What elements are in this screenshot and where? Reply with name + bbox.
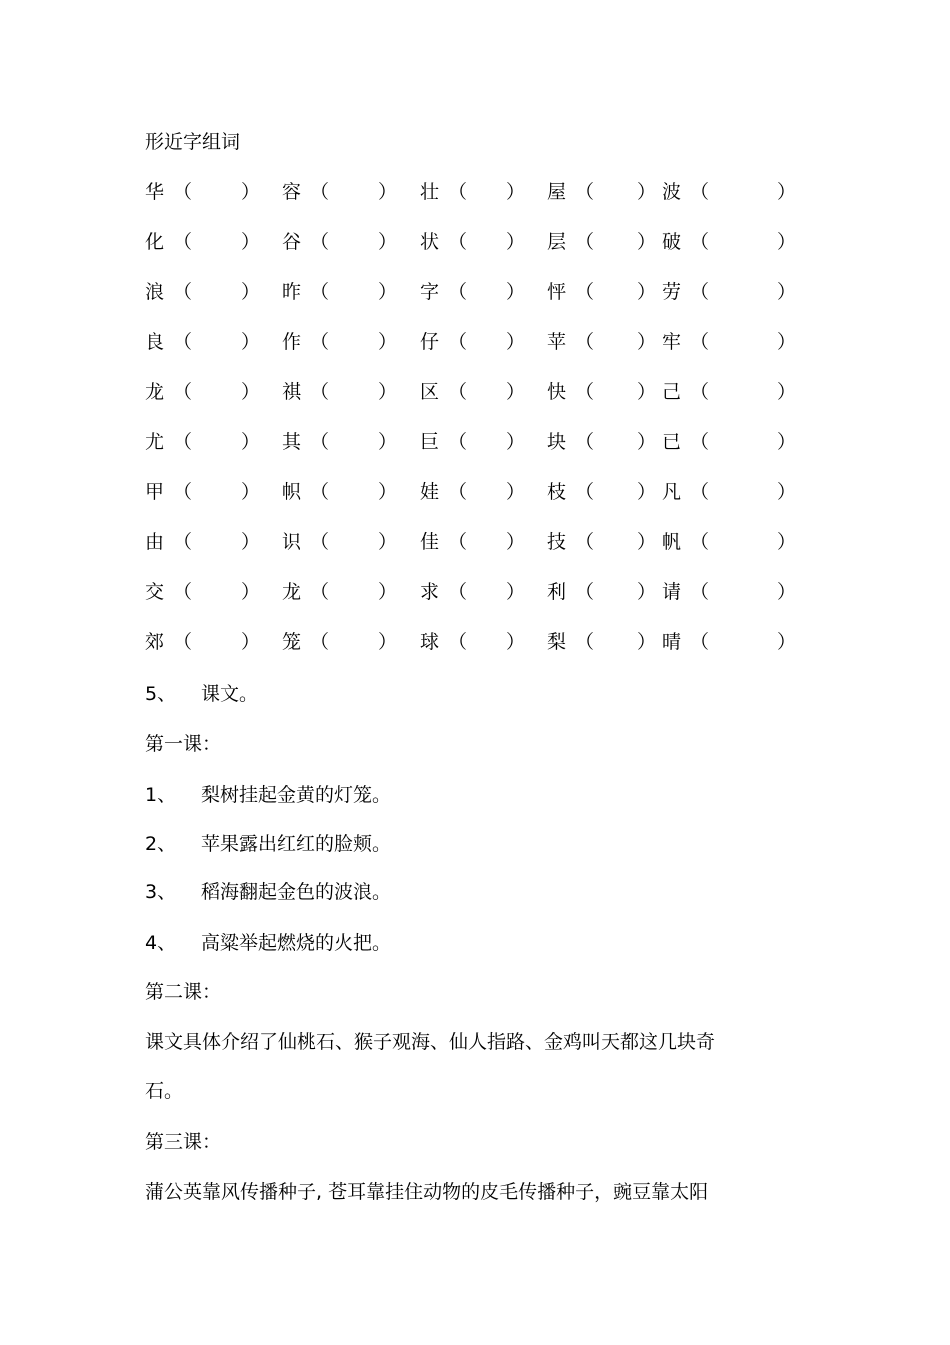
close-paren: ） <box>777 631 797 653</box>
close-paren: ） <box>777 531 797 553</box>
open-paren: （ <box>173 281 193 303</box>
word-formation-cell <box>420 630 526 654</box>
character: 已 <box>662 431 682 453</box>
word-formation-cell <box>547 230 657 254</box>
open-paren: （ <box>173 481 193 503</box>
close-paren: ） <box>777 581 797 603</box>
word-formation-cell <box>282 230 398 254</box>
word-formation-cell <box>547 530 657 554</box>
close-paren: ） <box>506 331 526 353</box>
close-paren: ） <box>241 181 261 203</box>
close-paren: ） <box>241 231 261 253</box>
open-paren: （ <box>690 431 710 453</box>
open-paren: （ <box>310 231 330 253</box>
open-paren: （ <box>310 631 330 653</box>
open-paren: （ <box>173 331 193 353</box>
character: 由 <box>145 531 165 553</box>
word-formation-cell <box>282 380 398 404</box>
character: 快 <box>547 381 567 403</box>
character: 层 <box>547 231 567 253</box>
word-formation-cell <box>282 630 398 654</box>
section-5-heading <box>145 682 258 706</box>
word-formation-cell <box>420 230 526 254</box>
open-paren: （ <box>310 181 330 203</box>
open-paren: （ <box>173 631 193 653</box>
character: 仔 <box>420 331 440 353</box>
open-paren: （ <box>448 531 468 553</box>
character: 晴 <box>662 631 682 653</box>
open-paren: （ <box>448 581 468 603</box>
open-paren: （ <box>448 631 468 653</box>
item-text: 高粱举起燃烧的火把。 <box>201 932 392 954</box>
character: 浪 <box>145 281 165 303</box>
word-formation-cell <box>420 530 526 554</box>
grid-row <box>145 580 797 630</box>
character: 牢 <box>662 331 682 353</box>
open-paren: （ <box>448 481 468 503</box>
close-paren: ） <box>378 281 398 303</box>
word-formation-cell <box>547 380 657 404</box>
character: 帜 <box>282 481 302 503</box>
lesson-1-item <box>145 832 391 856</box>
close-paren: ） <box>506 431 526 453</box>
character: 郊 <box>145 631 165 653</box>
word-formation-cell <box>145 380 261 404</box>
close-paren: ） <box>637 581 657 603</box>
open-paren: （ <box>575 531 595 553</box>
close-paren: ） <box>378 181 398 203</box>
item-number: 3、 <box>145 881 177 903</box>
lesson-2-paragraph-line: 石。 <box>145 1080 184 1102</box>
character: 利 <box>547 581 567 603</box>
close-paren: ） <box>506 481 526 503</box>
character: 作 <box>282 331 302 353</box>
character: 区 <box>420 381 440 403</box>
character: 笼 <box>282 631 302 653</box>
open-paren: （ <box>575 631 595 653</box>
close-paren: ） <box>241 331 261 353</box>
character: 凡 <box>662 481 682 503</box>
open-paren: （ <box>448 431 468 453</box>
close-paren: ） <box>378 431 398 453</box>
character: 识 <box>282 531 302 553</box>
open-paren: （ <box>690 581 710 603</box>
word-formation-cell <box>145 280 261 304</box>
character: 化 <box>145 231 165 253</box>
close-paren: ） <box>241 531 261 553</box>
open-paren: （ <box>690 631 710 653</box>
lesson-1-item <box>145 880 391 904</box>
open-paren: （ <box>690 381 710 403</box>
section-5-text: 课文。 <box>201 683 259 705</box>
close-paren: ） <box>378 331 398 353</box>
close-paren: ） <box>777 181 797 203</box>
character: 其 <box>282 431 302 453</box>
open-paren: （ <box>448 181 468 203</box>
close-paren: ） <box>241 581 261 603</box>
character: 良 <box>145 331 165 353</box>
character: 怦 <box>547 281 567 303</box>
lesson-1-item <box>145 783 391 807</box>
close-paren: ） <box>637 431 657 453</box>
open-paren: （ <box>690 181 710 203</box>
open-paren: （ <box>690 281 710 303</box>
open-paren: （ <box>575 231 595 253</box>
close-paren: ） <box>506 231 526 253</box>
word-formation-cell <box>145 530 261 554</box>
word-formation-cell <box>420 180 526 204</box>
character: 龙 <box>145 381 165 403</box>
item-number: 4、 <box>145 932 177 954</box>
word-formation-cell <box>662 330 797 354</box>
close-paren: ） <box>637 631 657 653</box>
word-formation-cell <box>547 330 657 354</box>
open-paren: （ <box>575 281 595 303</box>
word-formation-cell <box>282 330 398 354</box>
close-paren: ） <box>777 431 797 453</box>
open-paren: （ <box>448 281 468 303</box>
word-formation-cell <box>662 230 797 254</box>
open-paren: （ <box>310 431 330 453</box>
close-paren: ） <box>777 281 797 303</box>
open-paren: （ <box>310 481 330 503</box>
word-formation-cell <box>145 430 261 454</box>
open-paren: （ <box>575 581 595 603</box>
word-formation-cell <box>420 380 526 404</box>
word-formation-cell <box>662 630 797 654</box>
character: 帆 <box>662 531 682 553</box>
open-paren: （ <box>575 181 595 203</box>
open-paren: （ <box>448 231 468 253</box>
character: 巨 <box>420 431 440 453</box>
open-paren: （ <box>310 581 330 603</box>
lesson-3-title: 第三课： <box>145 1131 222 1153</box>
word-formation-cell <box>420 480 526 504</box>
character: 波 <box>662 181 682 203</box>
grid-row <box>145 280 797 330</box>
grid-row <box>145 180 797 230</box>
character: 屋 <box>547 181 567 203</box>
word-formation-cell <box>547 480 657 504</box>
lesson-3-paragraph-line: 蒲公英靠风传播种子, 苍耳靠挂住动物的皮毛传播种子，豌豆靠太阳 <box>145 1181 709 1203</box>
open-paren: （ <box>173 231 193 253</box>
character: 梨 <box>547 631 567 653</box>
close-paren: ） <box>637 531 657 553</box>
item-number: 2、 <box>145 833 177 855</box>
word-formation-cell <box>547 430 657 454</box>
grid-row <box>145 480 797 530</box>
open-paren: （ <box>173 581 193 603</box>
close-paren: ） <box>637 481 657 503</box>
close-paren: ） <box>777 231 797 253</box>
character: 佳 <box>420 531 440 553</box>
word-formation-cell <box>662 280 797 304</box>
grid-row <box>145 430 797 480</box>
lesson-1-item <box>145 931 391 955</box>
open-paren: （ <box>575 331 595 353</box>
open-paren: （ <box>173 431 193 453</box>
item-number: 1、 <box>145 784 177 806</box>
open-paren: （ <box>575 431 595 453</box>
close-paren: ） <box>378 531 398 553</box>
open-paren: （ <box>448 331 468 353</box>
close-paren: ） <box>241 281 261 303</box>
open-paren: （ <box>690 231 710 253</box>
character: 己 <box>662 381 682 403</box>
character: 甲 <box>145 481 165 503</box>
character: 状 <box>420 231 440 253</box>
word-formation-cell <box>547 280 657 304</box>
grid-row <box>145 230 797 280</box>
close-paren: ） <box>777 331 797 353</box>
close-paren: ） <box>378 631 398 653</box>
open-paren: （ <box>173 381 193 403</box>
character: 块 <box>547 431 567 453</box>
character: 娃 <box>420 481 440 503</box>
character: 谷 <box>282 231 302 253</box>
close-paren: ） <box>777 481 797 503</box>
character: 请 <box>662 581 682 603</box>
close-paren: ） <box>506 381 526 403</box>
open-paren: （ <box>310 531 330 553</box>
close-paren: ） <box>241 481 261 503</box>
open-paren: （ <box>448 381 468 403</box>
lesson-2-title: 第二课： <box>145 981 222 1003</box>
open-paren: （ <box>310 331 330 353</box>
lesson-2-paragraph-line: 课文具体介绍了仙桃石、猴子观海、仙人指路、金鸡叫天都这几块奇 <box>145 1031 716 1053</box>
close-paren: ） <box>506 281 526 303</box>
close-paren: ） <box>637 281 657 303</box>
character: 壮 <box>420 181 440 203</box>
word-formation-cell <box>282 180 398 204</box>
word-formation-cell <box>420 280 526 304</box>
grid-row <box>145 380 797 430</box>
open-paren: （ <box>310 281 330 303</box>
word-formation-cell <box>662 180 797 204</box>
character: 昨 <box>282 281 302 303</box>
character: 华 <box>145 181 165 203</box>
open-paren: （ <box>173 181 193 203</box>
close-paren: ） <box>241 631 261 653</box>
close-paren: ） <box>241 381 261 403</box>
close-paren: ） <box>637 181 657 203</box>
character: 尤 <box>145 431 165 453</box>
character: 求 <box>420 581 440 603</box>
similar-characters-grid <box>145 180 797 680</box>
item-text: 苹果露出红红的脸颊。 <box>201 833 392 855</box>
item-text: 稻海翻起金色的波浪。 <box>201 881 392 903</box>
close-paren: ） <box>637 331 657 353</box>
word-formation-cell <box>282 480 398 504</box>
character: 祺 <box>282 381 302 403</box>
close-paren: ） <box>506 631 526 653</box>
open-paren: （ <box>173 531 193 553</box>
close-paren: ） <box>637 381 657 403</box>
word-formation-cell <box>282 530 398 554</box>
grid-row <box>145 330 797 380</box>
open-paren: （ <box>690 531 710 553</box>
character: 技 <box>547 531 567 553</box>
word-formation-cell <box>547 580 657 604</box>
word-formation-cell <box>145 330 261 354</box>
word-formation-cell <box>547 630 657 654</box>
word-formation-cell <box>282 280 398 304</box>
close-paren: ） <box>378 231 398 253</box>
word-formation-cell <box>145 480 261 504</box>
character: 破 <box>662 231 682 253</box>
word-formation-cell <box>662 480 797 504</box>
character: 交 <box>145 581 165 603</box>
close-paren: ） <box>241 431 261 453</box>
close-paren: ） <box>637 231 657 253</box>
word-formation-cell <box>662 530 797 554</box>
word-formation-cell <box>662 580 797 604</box>
item-text: 梨树挂起金黄的灯笼。 <box>201 784 392 806</box>
close-paren: ） <box>506 581 526 603</box>
word-formation-cell <box>145 580 261 604</box>
grid-row <box>145 530 797 580</box>
open-paren: （ <box>575 481 595 503</box>
character: 字 <box>420 281 440 303</box>
lesson-1-title: 第一课： <box>145 733 222 755</box>
word-formation-cell <box>145 230 261 254</box>
word-formation-cell <box>145 630 261 654</box>
word-formation-cell <box>420 330 526 354</box>
word-formation-cell <box>547 180 657 204</box>
section-5-number: 5、 <box>145 683 177 705</box>
character: 容 <box>282 181 302 203</box>
open-paren: （ <box>575 381 595 403</box>
open-paren: （ <box>690 481 710 503</box>
word-formation-cell <box>282 430 398 454</box>
open-paren: （ <box>310 381 330 403</box>
character: 劳 <box>662 281 682 303</box>
close-paren: ） <box>777 381 797 403</box>
character: 苹 <box>547 331 567 353</box>
open-paren: （ <box>690 331 710 353</box>
character: 球 <box>420 631 440 653</box>
close-paren: ） <box>506 531 526 553</box>
word-formation-cell <box>662 380 797 404</box>
word-formation-cell <box>282 580 398 604</box>
close-paren: ） <box>378 581 398 603</box>
word-formation-cell <box>420 580 526 604</box>
grid-row <box>145 630 797 680</box>
character: 龙 <box>282 581 302 603</box>
word-formation-cell <box>145 180 261 204</box>
word-formation-cell <box>420 430 526 454</box>
close-paren: ） <box>378 381 398 403</box>
close-paren: ） <box>378 481 398 503</box>
word-formation-cell <box>662 430 797 454</box>
character: 枝 <box>547 481 567 503</box>
section-title: 形近字组词 <box>145 131 241 153</box>
close-paren: ） <box>506 181 526 203</box>
